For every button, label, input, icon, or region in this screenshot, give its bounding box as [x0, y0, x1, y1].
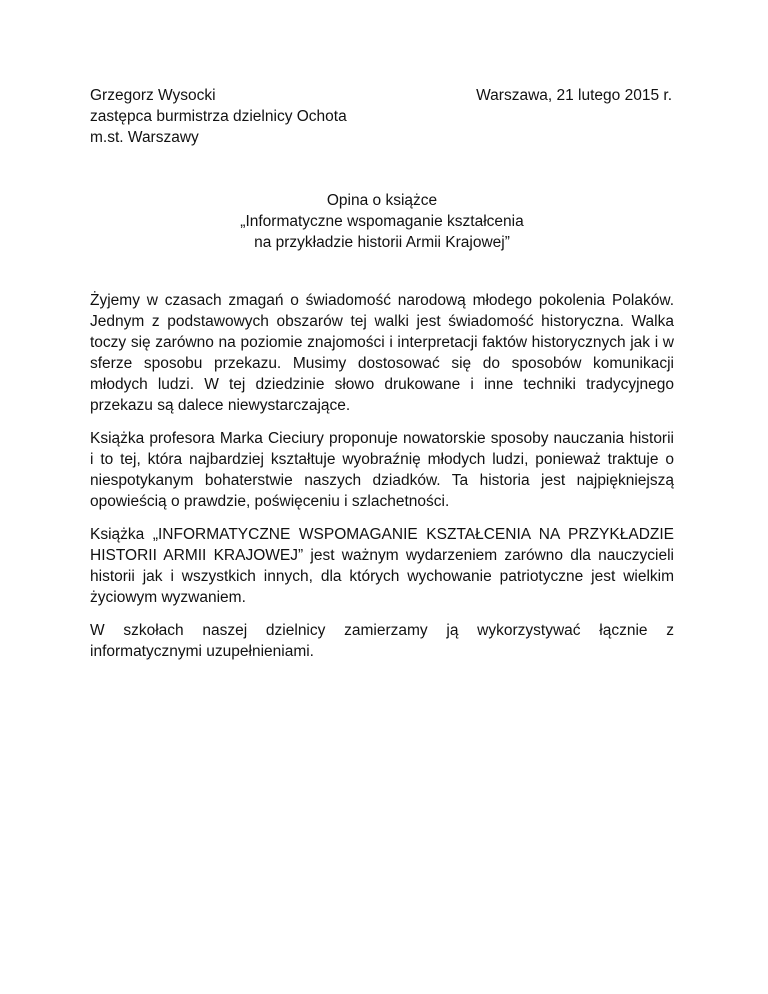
paragraph-4: W szkołach naszej dzielnicy zamierzamy ją wykorzystywać łącznie z informatycznymi uzupełnieniami. [90, 622, 674, 660]
paragraph-3: Książka „INFORMATYCZNE WSPOMAGANIE KSZTAŁCENIA NA PRZYKŁADZIE HISTORII ARMII KRAJOWEJ” jest ważnym wydarzeniem zarówno dla nauczycieli historii jak i wszystkich innych, dla których wychowanie patriotyczne jest wielkim życiowym wyzwaniem. [90, 526, 674, 606]
sender-name: Grzegorz Wysocki [90, 87, 216, 104]
place-date: Warszawa, 21 lutego 2015 r. [476, 87, 672, 104]
sender-block [90, 85, 420, 148]
title-line-1: Opina o książce [326, 192, 438, 209]
paragraph-1: Żyjemy w czasach zmagań o świadomość narodową młodego pokolenia Polaków. Jednym z podstawowych obszarów tej walki jest świadomość historyczna. Walka toczy się zarówno na poziomie znajomości i interpretacji faktów historycznych jak i w sferze sposobu przekazu. Musimy dostosować się do sposobów komunikacji młodych ludzi. W tej dziedzinie słowo drukowane i inne techniki tradycyjnego przekazu są dalece niewystarczające. [90, 292, 674, 414]
sender-position: zastępca burmistrza dzielnicy Ochota [90, 108, 347, 125]
document-title [90, 190, 674, 253]
title-line-2: „Informatyczne wspomaganie kształcenia [240, 213, 524, 230]
sender-city: m.st. Warszawy [90, 129, 199, 146]
title-line-3: na przykładzie historii Armii Krajowej” [254, 234, 510, 251]
paragraph-2: Książka profesora Marka Cieciury proponuje nowatorskie sposoby nauczania historii i to tej, która najbardziej kształtuje wyobraźnię młodych ludzi, ponieważ traktuje o niespotykanym bohaterstwie naszych dziadków. Ta historia jest najpiękniejszą opowieścią o prawdzie, poświęceniu i szlachetności. [90, 430, 674, 510]
document-body [90, 290, 674, 674]
